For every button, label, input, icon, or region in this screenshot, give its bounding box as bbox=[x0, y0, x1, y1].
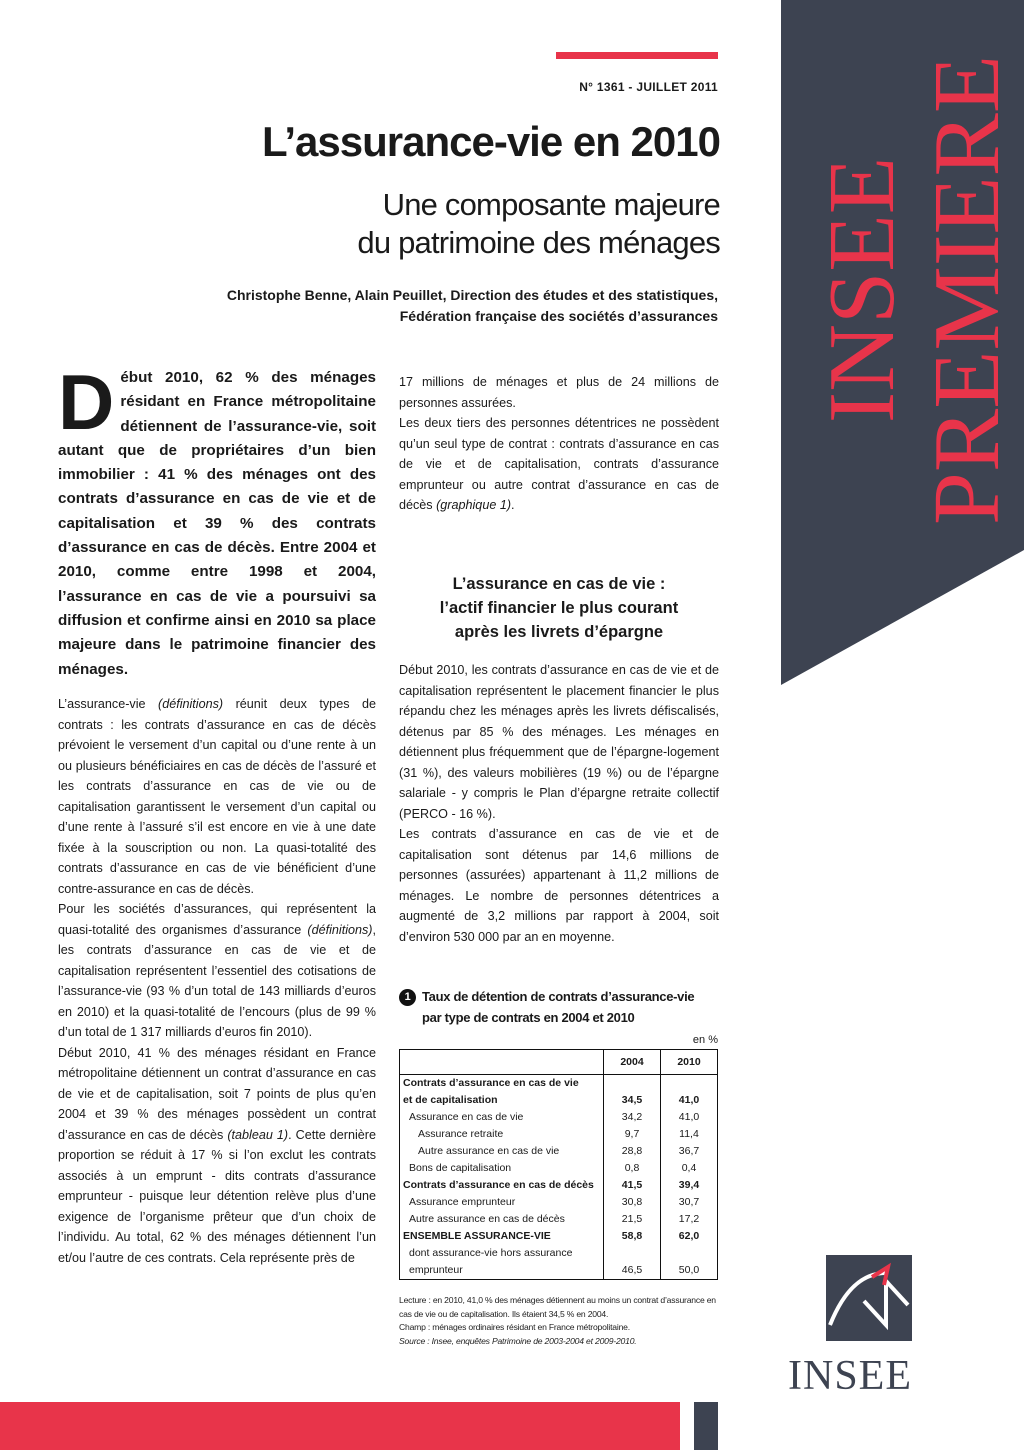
table-unit: en % bbox=[692, 1034, 718, 1046]
cell-2010: 36,7 bbox=[661, 1143, 718, 1160]
note-champ: Champ : ménages ordinaires résidant en France métropolitaine. bbox=[399, 1322, 630, 1332]
subtitle-line-1: Une composante majeure bbox=[382, 187, 720, 222]
row-label: Bons de capitalisation bbox=[409, 1162, 512, 1174]
cell-2010: 30,7 bbox=[661, 1194, 718, 1211]
row-label: Assurance en cas de vie bbox=[409, 1111, 524, 1123]
text-run: réunit deux types de contrats : les contrats d’assurance en cas de décès prévoient le versement d’un capital ou d’une rente à un ou plusieurs bénéficiaires en cas de décès de l’assuré et les contrats d’assurance en cas de vie ou de capitalisation garantissent le versement d’un capital ou d’une rente à l’assuré s’il est encore en vie à une date fixée à la souscription ou non. La quasi-totalité des contrats d’assurance en cas de vie bénéficient d’une contre-assurance en cas de décès. bbox=[58, 697, 376, 896]
heading-line: l’actif financier le plus courant bbox=[439, 599, 679, 617]
column-1-body bbox=[58, 694, 376, 1268]
table-row bbox=[400, 1075, 718, 1093]
cell-2010: 17,2 bbox=[661, 1211, 718, 1228]
definitions-link: (définitions) bbox=[307, 922, 373, 937]
table-header-2010: 2010 bbox=[661, 1050, 718, 1075]
lead-text: ébut 2010, 62 % des ménages résidant en France métropolitaine détiennent de l’assurance-vie, soit autant que de propriétaires d’un bien immobilier : 41 % des ménages ont des contrats d’assurance en cas de vie et de capitalisation et 39 % des contrats d’assurance en cas de décès. Entre 2004 et 2010, comme entre 1998 et 2004, l’assurance en cas de vie a poursuivi sa diffusion et confirme ainsi en 2010 sa place majeure dans le patrimoine financier des ménages. bbox=[58, 369, 376, 678]
bottom-accent-bar bbox=[0, 1402, 680, 1450]
note-lecture: Lecture : en 2010, 41,0 % des ménages détiennent au moins un contrat d’assurance en cas de vie ou de capitalisation. Ils étaient 34,5 % en 2004. bbox=[399, 1295, 716, 1319]
paragraph bbox=[58, 694, 376, 899]
row-label: et de capitalisation bbox=[403, 1094, 498, 1106]
cell-2004: 30,8 bbox=[604, 1194, 661, 1211]
text-run: L’assurance-vie bbox=[58, 697, 158, 711]
cell-2004: 46,5 bbox=[604, 1262, 661, 1280]
row-label: Contrats d’assurance en cas de décès bbox=[403, 1179, 594, 1191]
definitions-link: (définitions) bbox=[158, 697, 224, 711]
vertical-title-insee: INSEE bbox=[810, 156, 914, 424]
table-row bbox=[400, 1126, 718, 1143]
paragraph: Les contrats d’assurance en cas de vie et de capitalisation sont détenus par 14,6 millions de personnes (assurées) appartenant à 11,2 millions de ménages. Le nombre de personnes détentrices a augmenté de 3,2 millions par rapport à 2004, soit d’environ 530 000 par an en moyenne. bbox=[399, 827, 719, 944]
row-label: emprunteur bbox=[409, 1264, 463, 1276]
text-run: Début 2010, 41 % des ménages résidant en France métropolitaine détiennent un contrat d’assurance en cas de vie et de capitalisation, soit 7 points de plus qu’en 2004 et 39 % des ménages possèdent un contrat d’assurance en cas de décès bbox=[58, 1045, 376, 1142]
table-row bbox=[400, 1262, 718, 1280]
cell-2004: 9,7 bbox=[604, 1126, 661, 1143]
section-heading bbox=[399, 572, 719, 644]
cell-2004 bbox=[604, 1075, 661, 1093]
table-header-label bbox=[400, 1050, 604, 1075]
note-source: Source : Insee, enquêtes Patrimoine de 2003-2004 et 2009-2010. bbox=[399, 1335, 637, 1346]
bottom-dark-block bbox=[694, 1402, 718, 1450]
paragraph: Début 2010, les contrats d’assurance en cas de vie et de capitalisation représentent le placement financier le plus répandu chez les ménages après les livrets défiscalisés, détenus par 85 % des ménages. Les ménages en détiennent plus fréquemment que de l’épargne-logement (31 %), des valeurs mobilières (19 %) ou de l’épargne salariale - y compris le Plan d’épargne retraite collectif (PERCO - 16 %). bbox=[399, 663, 719, 821]
heading-line: L’assurance en cas de vie : bbox=[452, 575, 666, 593]
paragraph bbox=[399, 413, 719, 516]
table-header-2004: 2004 bbox=[604, 1050, 661, 1075]
top-accent-bar bbox=[556, 52, 718, 59]
heading-line: après les livrets d’épargne bbox=[454, 623, 664, 641]
column-2-body bbox=[399, 660, 719, 947]
table-row bbox=[400, 1211, 718, 1228]
cell-2010 bbox=[661, 1075, 718, 1093]
cell-2010: 11,4 bbox=[661, 1126, 718, 1143]
table-number-badge: 1 bbox=[399, 989, 416, 1006]
vertical-title-premiere: PREMIERE bbox=[915, 60, 1019, 525]
row-label: dont assurance-vie hors assurance bbox=[409, 1247, 573, 1259]
cell-2010 bbox=[661, 1245, 718, 1262]
row-label: Assurance emprunteur bbox=[409, 1196, 516, 1208]
cell-2010: 0,4 bbox=[661, 1160, 718, 1177]
cell-2004: 28,8 bbox=[604, 1143, 661, 1160]
cell-2010: 41,0 bbox=[661, 1109, 718, 1126]
table-row bbox=[400, 1160, 718, 1177]
drop-cap: D bbox=[58, 358, 115, 446]
table-row bbox=[400, 1228, 718, 1245]
cell-2004: 34,2 bbox=[604, 1109, 661, 1126]
cell-2004: 58,8 bbox=[604, 1228, 661, 1245]
paragraph: 17 millions de ménages et plus de 24 millions de personnes assurées. bbox=[399, 375, 719, 410]
paragraph bbox=[58, 1043, 376, 1269]
table-row bbox=[400, 1092, 718, 1109]
row-label: Contrats d’assurance en cas de vie bbox=[403, 1077, 579, 1089]
authors-line-1: Christophe Benne, Alain Peuillet, Direction des études et des statistiques, bbox=[226, 287, 718, 303]
insee-premiere-vertical-title bbox=[790, 40, 1020, 540]
cell-2010: 39,4 bbox=[661, 1177, 718, 1194]
table-row bbox=[400, 1245, 718, 1262]
row-label: Autre assurance en cas de vie bbox=[418, 1145, 560, 1157]
page-subtitle bbox=[250, 186, 720, 262]
cell-2004: 21,5 bbox=[604, 1211, 661, 1228]
text-run: Les deux tiers des personnes détentrices ne possèdent qu’un seul type de contrat : contrats d’assurance en cas de vie et de capitalisation, contrats d’assurance emprunteur ou autre contrat d’assurance en cas de décès bbox=[399, 416, 719, 512]
issue-number: N° 1361 - JUILLET 2011 bbox=[579, 80, 718, 94]
authors bbox=[100, 285, 718, 327]
cell-2004: 34,5 bbox=[604, 1092, 661, 1109]
table-reference: (tableau 1) bbox=[227, 1127, 289, 1142]
table-notes bbox=[399, 1294, 729, 1348]
cell-2004: 41,5 bbox=[604, 1177, 661, 1194]
table-title bbox=[399, 986, 729, 1028]
table-row bbox=[400, 1177, 718, 1194]
column-2-top bbox=[399, 372, 719, 516]
lead-paragraph bbox=[58, 358, 376, 682]
page-title: L’assurance-vie en 2010 bbox=[262, 118, 720, 165]
insee-logo-text: INSEE bbox=[788, 1353, 912, 1399]
text-run: . Cette dernière proportion se réduit à 17 % si l’on exclut les contrats associés à un emprunt - dits contrats d’assurance emprunteur - puisque leur détention relève plus d’une exigence de l’organisme prêteur que d’un choix de l’individu. Au total, 62 % des ménages détiennent l’un et/ou l’autre de ces contrats. Cela représente près de bbox=[58, 1127, 376, 1265]
cell-2004 bbox=[604, 1245, 661, 1262]
logo-graphic bbox=[826, 1255, 912, 1341]
insee-logo-icon bbox=[826, 1255, 912, 1341]
ownership-rate-table bbox=[399, 1049, 718, 1280]
table-row bbox=[400, 1109, 718, 1126]
cell-2010: 41,0 bbox=[661, 1092, 718, 1109]
text-run: . bbox=[511, 498, 515, 512]
table-title-line-1: Taux de détention de contrats d’assurance-vie bbox=[422, 989, 695, 1004]
text-run: Pour les sociétés d’assurances, qui représentent la quasi-totalité des organismes d’assurance bbox=[58, 902, 376, 937]
row-label: Assurance retraite bbox=[418, 1128, 504, 1140]
cell-2004: 0,8 bbox=[604, 1160, 661, 1177]
cell-2010: 50,0 bbox=[661, 1262, 718, 1280]
text-run: , les contrats d’assurance en cas de vie et de capitalisation représentent l’essentiel des cotisations de l’assurance-vie (93 % d’un total de 143 milliards d’euros en 2010) et la quasi-totalité de l’encours (plus de 99 % d’un total de 1 317 milliards d’euros fin 2010). bbox=[58, 922, 376, 1039]
row-label: Autre assurance en cas de décès bbox=[409, 1213, 565, 1225]
paragraph bbox=[58, 899, 376, 1043]
chart-reference: (graphique 1) bbox=[436, 498, 512, 512]
table-header-row bbox=[400, 1050, 718, 1075]
cell-2010: 62,0 bbox=[661, 1228, 718, 1245]
table-row bbox=[400, 1143, 718, 1160]
table-title-line-2: par type de contrats en 2004 et 2010 bbox=[422, 1010, 635, 1025]
table-row bbox=[400, 1194, 718, 1211]
authors-line-2: Fédération française des sociétés d’assurances bbox=[399, 308, 718, 324]
row-label: ENSEMBLE ASSURANCE-VIE bbox=[403, 1230, 551, 1242]
subtitle-line-2: du patrimoine des ménages bbox=[357, 225, 720, 260]
